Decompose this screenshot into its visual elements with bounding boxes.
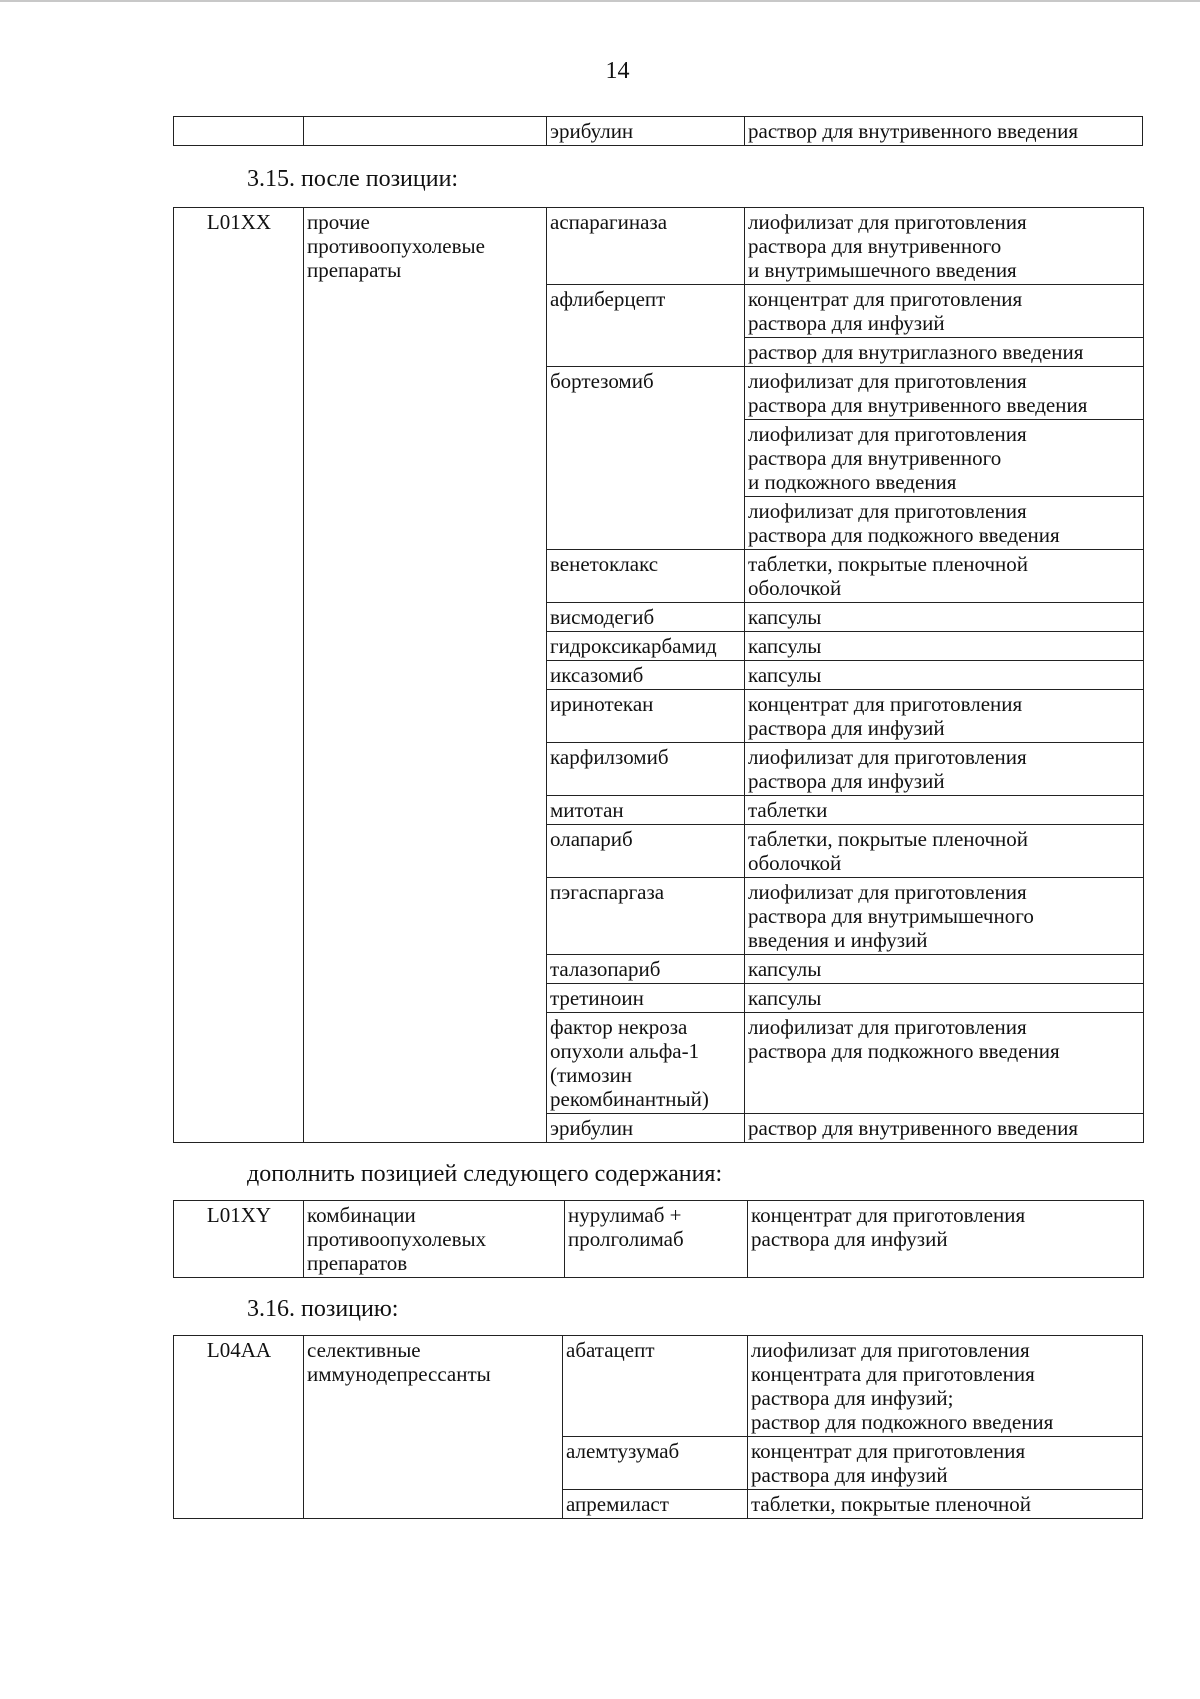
form-cell: лиофилизат для приготовления раствора для подкожного введения (745, 497, 1144, 550)
drug-cell: фактор некроза опухоли альфа-1 (тимозин рекомбинантный) (547, 1013, 745, 1114)
drug-cell: абатацепт (563, 1336, 748, 1437)
form-cell: концентрат для приготовления раствора для инфузий (745, 285, 1144, 338)
form-cell: лиофилизат для приготовления раствора для подкожного введения (745, 1013, 1144, 1114)
form-cell: таблетки, покрытые пленочной оболочкой (745, 825, 1144, 878)
form-cell: раствор для внутриглазного введения (745, 338, 1144, 367)
drug-cell: апремиласт (563, 1490, 748, 1519)
form-cell: лиофилизат для приготовления раствора для инфузий (745, 743, 1144, 796)
atc-code-cell: L01XY (174, 1201, 304, 1278)
drug-cell: эрибулин (547, 117, 745, 146)
drug-cell: нурулимаб + пролголимаб (565, 1201, 748, 1278)
form-cell: лиофилизат для приготовления раствора для внутривенного и внутримышечного введения (745, 208, 1144, 285)
l01xy-table (173, 1200, 1144, 1278)
group-cell: комбинации противоопухолевых препаратов (304, 1201, 565, 1278)
form-cell: капсулы (745, 661, 1144, 690)
form-cell: таблетки, покрытые пленочной (748, 1490, 1143, 1519)
l01xx-table (173, 207, 1144, 1143)
drug-cell: митотан (547, 796, 745, 825)
group-cell: прочие противоопухолевые препараты (304, 208, 547, 1143)
drug-cell: иксазомиб (547, 661, 745, 690)
continuation-table (173, 116, 1143, 146)
form-cell: концентрат для приготовления раствора для инфузий (748, 1437, 1143, 1490)
form-cell: капсулы (745, 984, 1144, 1013)
drug-cell: карфилзомиб (547, 743, 745, 796)
table-row (174, 208, 1144, 285)
atc-code-cell (174, 117, 304, 146)
form-cell: лиофилизат для приготовления концентрата для приготовления раствора для инфузий; раствор для подкожного введения (748, 1336, 1143, 1437)
form-cell: лиофилизат для приготовления раствора для внутримышечного введения и инфузий (745, 878, 1144, 955)
atc-code-cell: L01XX (174, 208, 304, 1143)
form-cell: капсулы (745, 955, 1144, 984)
table-row (174, 117, 1143, 146)
drug-cell: эрибулин (547, 1114, 745, 1143)
form-cell: таблетки, покрытые пленочной оболочкой (745, 550, 1144, 603)
form-cell: таблетки (745, 796, 1144, 825)
drug-cell: талазопариб (547, 955, 745, 984)
drug-cell: пэгаспаргаза (547, 878, 745, 955)
section-3-15-heading: 3.15. после позиции: (247, 166, 459, 192)
drug-cell: венетоклакс (547, 550, 745, 603)
form-cell: лиофилизат для приготовления раствора для внутривенного и подкожного введения (745, 420, 1144, 497)
section-3-16-heading: 3.16. позицию: (247, 1296, 399, 1322)
drug-cell: алемтузумаб (563, 1437, 748, 1490)
form-cell: капсулы (745, 632, 1144, 661)
drug-cell: третиноин (547, 984, 745, 1013)
form-cell: лиофилизат для приготовления раствора для внутривенного введения (745, 367, 1144, 420)
l04aa-table (173, 1335, 1143, 1519)
group-cell (304, 117, 547, 146)
form-cell: концентрат для приготовления раствора для инфузий (748, 1201, 1144, 1278)
drug-cell: бортезомиб (547, 367, 745, 550)
form-cell: концентрат для приготовления раствора для инфузий (745, 690, 1144, 743)
drug-cell: гидроксикарбамид (547, 632, 745, 661)
form-cell: раствор для внутривенного введения (745, 1114, 1144, 1143)
drug-cell: иринотекан (547, 690, 745, 743)
form-cell: раствор для внутривенного введения (745, 117, 1143, 146)
page-number: 14 (605, 58, 630, 84)
scan-top-border (0, 0, 1200, 2)
add-position-heading: дополнить позицией следующего содержания: (247, 1161, 723, 1187)
drug-cell: афлиберцепт (547, 285, 745, 367)
table-row (174, 1201, 1144, 1278)
atc-code-cell: L04AA (174, 1336, 304, 1519)
drug-cell: аспарагиназа (547, 208, 745, 285)
group-cell: селективные иммунодепрессанты (304, 1336, 563, 1519)
form-cell: капсулы (745, 603, 1144, 632)
table-row (174, 1336, 1143, 1437)
drug-cell: олапариб (547, 825, 745, 878)
drug-cell: висмодегиб (547, 603, 745, 632)
